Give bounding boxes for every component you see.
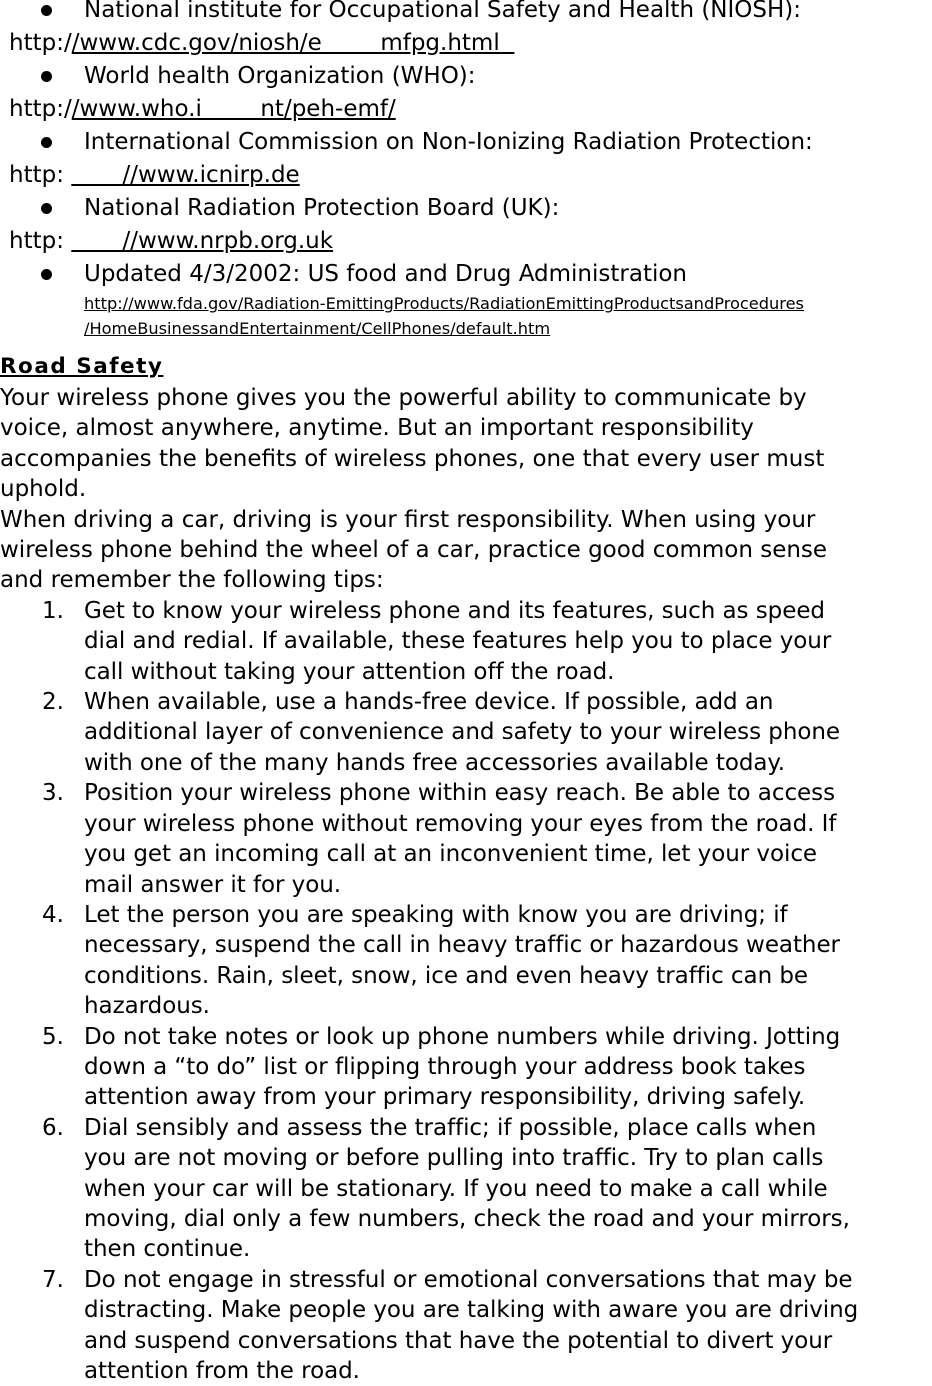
list-item xyxy=(0,596,932,687)
url-protocol: http: xyxy=(9,228,72,254)
resource-item-nrpb xyxy=(0,192,932,225)
list-item-number: 6. xyxy=(42,1114,64,1141)
list-item xyxy=(0,900,932,1022)
list-item xyxy=(0,778,932,900)
resource-item-fda xyxy=(0,258,932,291)
who-link[interactable]: /www.who.i nt/peh-emf/ xyxy=(71,96,396,122)
url-protocol: http:/ xyxy=(9,30,72,56)
url-protocol: http:/ xyxy=(9,96,72,122)
section-heading: Road Safety xyxy=(0,354,164,379)
intro-paragraph: Your wireless phone gives you the powerful ability to communicate by voice, almost anywhere, anytime. But an important responsibility accompanies the benefits of wireless phones, one that every user must uphold. xyxy=(0,385,825,503)
list-item-number: 7. xyxy=(42,1266,64,1293)
resource-item-who xyxy=(0,60,932,93)
tips-list xyxy=(0,596,932,1386)
fda-link-line-2[interactable]: /HomeBusinessandEntertainment/CellPhones/default.htm xyxy=(84,319,551,338)
list-item-text: Do not take notes or look up phone numbers while driving. Jotting down a “to do” list or flipping through your address book takes attention away from your primary responsibility, driving safely. xyxy=(84,1023,841,1111)
list-item xyxy=(0,1022,932,1113)
list-item-text: Position your wireless phone within easy reach. Be able to access your wireless phone without removing your eyes from the road. If you get an incoming call at an inconvenient time, let your voice mail answer it for you. xyxy=(84,780,837,898)
resource-name: National institute for Occupational Safety and Health (NIOSH): xyxy=(84,0,802,23)
resource-name: International Commission on Non-Ionizing Radiation Protection: xyxy=(84,129,813,155)
nrpb-link[interactable]: //www.nrpb.org.uk xyxy=(71,228,334,254)
list-item xyxy=(0,1113,932,1265)
resource-url-line xyxy=(0,225,932,258)
niosh-link[interactable]: /www.cdc.gov/niosh/e mfpg.html xyxy=(71,30,515,56)
list-item-number: 3. xyxy=(42,780,64,807)
fda-link-line-1[interactable]: http://www.fda.gov/Radiation-EmittingProducts/RadiationEmittingProductsandProcedures xyxy=(84,294,804,313)
resource-name: National Radiation Protection Board (UK): xyxy=(84,195,560,221)
list-item xyxy=(0,687,932,778)
list-item-text: Dial sensibly and assess the traffic; if possible, place calls when you are not moving or before pulling into traffic. Try to plan calls when your car will be stationary. If you need to make a call while moving, dial only a few numbers, check the road and your mirrors, then continue. xyxy=(84,1114,850,1263)
icnirp-link[interactable]: //www.icnirp.de xyxy=(71,162,300,188)
list-item xyxy=(0,1265,932,1386)
bullet-icon xyxy=(41,269,52,280)
list-item-number: 5. xyxy=(42,1023,64,1050)
bullet-icon xyxy=(41,137,52,148)
resource-item-niosh xyxy=(0,0,932,27)
resource-name: World health Organization (WHO): xyxy=(84,63,476,89)
fda-link-block xyxy=(0,291,932,341)
driving-paragraph: When driving a car, driving is your first responsibility. When using your wireless phone behind the wheel of a car, practice good common sense and remember the following tips: xyxy=(0,506,828,594)
list-item-text: Get to know your wireless phone and its features, such as speed dial and redial. If available, these features help you to place your call without taking your attention off the road. xyxy=(84,597,832,685)
resource-url-line xyxy=(0,27,932,60)
resource-url-line xyxy=(0,159,932,192)
list-item-number: 4. xyxy=(42,901,64,928)
resource-item-icnirp xyxy=(0,126,932,159)
resource-url-line xyxy=(0,93,932,126)
list-item-text: When available, use a hands-free device. If possible, add an additional layer of convenience and safety to your wireless phone with one of the many hands free accessories available today. xyxy=(84,689,841,776)
bullet-icon xyxy=(41,71,52,82)
url-protocol: http: xyxy=(9,162,72,188)
bullet-icon xyxy=(41,5,52,16)
list-item-number: 2. xyxy=(42,689,64,716)
list-item-text: Let the person you are speaking with know you are driving; if necessary, suspend the call in heavy traffic or hazardous weather conditions. Rain, sleet, snow, ice and even heavy traffic can be hazardous. xyxy=(84,901,840,1020)
list-item-number: 1. xyxy=(42,597,64,624)
bullet-icon xyxy=(41,203,52,214)
resource-name: Updated 4/3/2002: US food and Drug Administration xyxy=(84,261,687,287)
list-item-text: Do not engage in stressful or emotional conversations that may be distracting. Make people you are talking with aware you are driving and suspend conversations that have the potential to divert your attention from the road. xyxy=(84,1266,859,1384)
